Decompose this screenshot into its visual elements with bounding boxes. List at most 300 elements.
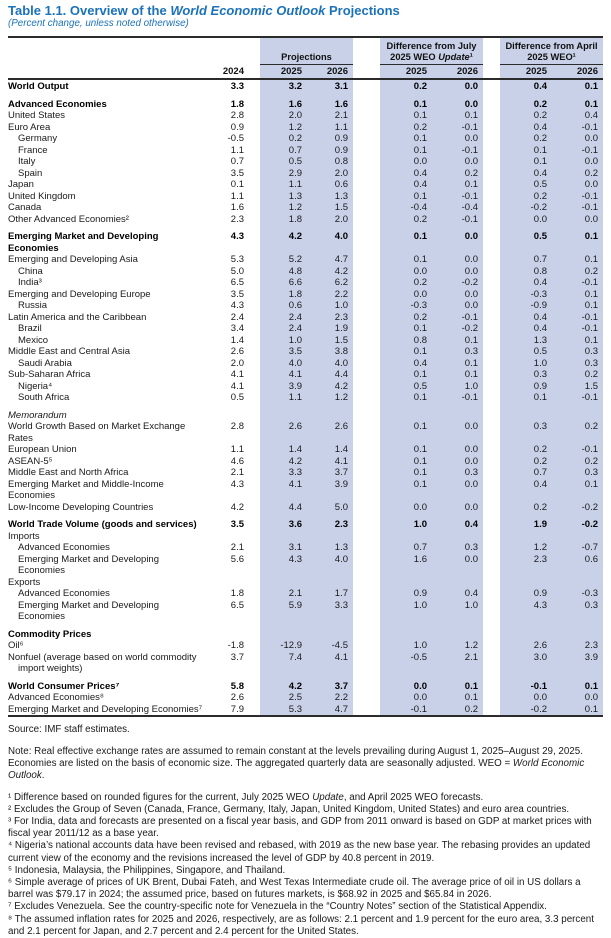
footnote-6: ⁶ Simple average of prices of UK Brent, Dubai Fateh, and West Texas Intermediate crude oil. The average price of oil in US dollars a barrel was $79.17 in 2024; the assumed price, based on futures markets, is $68.92 in 2025 and $65.84 in 2026. <box>8 877 581 901</box>
value-cell: 0.2 <box>464 703 478 715</box>
value-cell: 0.2 <box>413 277 427 288</box>
value-cell: 1.9 <box>334 323 348 334</box>
value-cell: 0.1 <box>584 98 598 110</box>
general-note <box>8 746 603 783</box>
value-cell: 1.4 <box>334 444 348 455</box>
title-prefix: Table 1.1. Overview of the <box>8 3 171 18</box>
value-cell: 4.0 <box>288 357 302 369</box>
value-cell: 0.2 <box>533 444 547 455</box>
value-cell: 0.1 <box>533 144 547 156</box>
table-row <box>8 300 603 312</box>
row-label: United Kingdom <box>8 190 76 202</box>
value-cell: 3.5 <box>288 346 302 357</box>
value-cell: 1.8 <box>288 288 302 300</box>
value-cell: 0.2 <box>584 167 598 179</box>
value-cell: 4.4 <box>288 501 302 513</box>
value-cell: 0.3 <box>584 346 598 357</box>
value-cell: 0.8 <box>413 334 427 346</box>
value-cell: 0.1 <box>230 179 244 190</box>
row-label: Italy <box>18 156 36 167</box>
value-cell: 5.6 <box>230 553 244 565</box>
table-row <box>8 479 603 502</box>
table-row <box>8 133 603 145</box>
value-cell: 0.2 <box>533 455 547 467</box>
value-cell: 0.0 <box>464 231 478 242</box>
value-cell: 0.3 <box>584 357 598 369</box>
row-label: Sub-Saharan Africa <box>8 369 91 380</box>
row-label: Advanced Economies <box>8 98 107 110</box>
table-row <box>8 81 603 93</box>
row-label: South Africa <box>18 392 70 403</box>
value-cell: -0.1 <box>461 213 478 225</box>
value-cell: 3.1 <box>288 542 302 553</box>
year-july-2026: 2026 <box>456 66 478 77</box>
value-cell: 4.0 <box>334 553 348 565</box>
value-cell: 1.0 <box>464 380 478 392</box>
year-proj-2025: 2025 <box>280 66 302 77</box>
value-cell: 0.0 <box>464 455 478 467</box>
header-group-row <box>8 38 603 65</box>
row-label: United States <box>8 110 66 121</box>
table-subtitle: (Percent change, unless noted otherwise) <box>8 18 189 29</box>
table-row <box>8 444 603 456</box>
value-cell: 5.0 <box>230 265 244 277</box>
value-cell: 4.3 <box>288 553 302 565</box>
value-cell: 6.5 <box>230 277 244 288</box>
value-cell: 0.4 <box>413 167 427 179</box>
row-label: Other Advanced Economies² <box>8 213 129 225</box>
value-cell: 1.4 <box>288 444 302 455</box>
value-cell: 0.1 <box>413 133 427 144</box>
row-label: China <box>18 265 43 277</box>
value-cell: 0.9 <box>533 588 547 599</box>
value-cell: 0.7 <box>288 144 302 156</box>
row-label: World Consumer Prices⁷ <box>8 680 120 692</box>
value-cell: -0.5 <box>227 133 244 144</box>
row-label: Exports <box>8 576 41 588</box>
value-cell: 0.0 <box>413 692 427 703</box>
value-cell: 4.1 <box>334 455 348 467</box>
row-label: Russia <box>18 300 48 311</box>
value-cell: 1.6 <box>288 98 302 110</box>
value-cell: 0.9 <box>334 133 348 144</box>
value-cell: 0.0 <box>413 288 427 300</box>
value-cell: 1.0 <box>464 599 478 611</box>
value-cell: 1.0 <box>334 300 348 311</box>
value-cell: 2.4 <box>230 311 244 323</box>
table-row <box>8 629 603 641</box>
row-label: Spain <box>18 167 43 179</box>
value-cell: 0.0 <box>584 179 598 190</box>
value-cell: 0.0 <box>413 156 427 167</box>
value-cell: 0.0 <box>584 213 598 225</box>
value-cell: 4.4 <box>334 369 348 380</box>
table-row <box>8 392 603 404</box>
row-label: Middle East and Central Asia <box>8 346 130 357</box>
value-cell: -0.2 <box>581 501 598 513</box>
value-cell: 3.6 <box>288 519 302 530</box>
value-cell: 1.2 <box>464 640 478 651</box>
value-cell: 0.2 <box>584 421 598 432</box>
value-cell: 1.2 <box>288 202 302 213</box>
value-cell: 0.4 <box>533 121 547 133</box>
footnote-1-pre: ¹ Difference based on rounded figures for the current, July 2025 WEO <box>8 791 313 803</box>
value-cell: 3.7 <box>334 467 348 478</box>
value-cell: 2.4 <box>288 323 302 334</box>
value-cell: 0.0 <box>413 680 427 692</box>
value-cell: 0.3 <box>533 421 547 432</box>
value-cell: 1.6 <box>334 98 348 110</box>
value-cell: 2.5 <box>288 692 302 703</box>
value-cell: 1.0 <box>533 357 547 369</box>
value-cell: 0.0 <box>584 133 598 144</box>
value-cell: 0.0 <box>584 692 598 703</box>
value-cell: 1.3 <box>533 334 547 346</box>
value-cell: 0.2 <box>413 121 427 133</box>
value-cell: -0.9 <box>530 300 547 311</box>
value-cell: 0.2 <box>584 265 598 277</box>
table-row <box>8 335 603 347</box>
value-cell: 2.4 <box>288 311 302 323</box>
table-row <box>8 681 603 693</box>
value-cell: 4.0 <box>334 357 348 369</box>
table-body <box>8 80 603 715</box>
value-cell: -4.5 <box>331 640 348 651</box>
value-cell: 1.8 <box>230 588 244 599</box>
value-cell: 0.1 <box>464 110 478 121</box>
value-cell: 5.0 <box>334 501 348 513</box>
value-cell: 7.9 <box>230 703 244 715</box>
value-cell: 0.3 <box>464 542 478 553</box>
value-cell: 2.6 <box>230 692 244 703</box>
row-label: Nonfuel (average based on world commodity import weights) <box>8 651 197 674</box>
table-row <box>8 202 603 214</box>
value-cell: 1.8 <box>230 98 244 110</box>
value-cell: 0.0 <box>464 133 478 144</box>
value-cell: 0.5 <box>533 346 547 357</box>
year-2024: 2024 <box>222 66 244 77</box>
table-row <box>8 191 603 203</box>
value-cell: 4.1 <box>288 369 302 380</box>
row-label: Advanced Economies⁸ <box>8 692 104 703</box>
value-cell: 0.4 <box>533 478 547 490</box>
value-cell: 0.5 <box>533 179 547 190</box>
value-cell: 0.1 <box>413 369 427 380</box>
footnote-7: ⁷ Excludes Venezuela. See the country-specific note for Venezuela in the “Country Notes” section of the Statistical Appendix. <box>8 901 547 913</box>
value-cell: 1.0 <box>413 599 427 611</box>
value-cell: 0.0 <box>464 501 478 513</box>
value-cell: 0.0 <box>413 501 427 513</box>
value-cell: 0.1 <box>533 392 547 403</box>
table-row <box>8 231 603 254</box>
value-cell: -12.9 <box>280 640 302 651</box>
value-cell: 3.5 <box>230 288 244 300</box>
value-cell: 7.4 <box>288 651 302 663</box>
table-row <box>8 289 603 301</box>
value-cell: -0.1 <box>581 190 598 202</box>
value-cell: 3.0 <box>533 651 547 663</box>
page-title <box>8 3 603 18</box>
value-cell: 1.4 <box>230 334 244 346</box>
value-cell: 4.3 <box>230 231 244 242</box>
table-row <box>8 145 603 157</box>
row-label: European Union <box>8 444 77 455</box>
value-cell: 0.0 <box>464 81 478 92</box>
table-row <box>8 421 603 444</box>
value-cell: 4.1 <box>334 651 348 663</box>
value-cell: 3.8 <box>334 346 348 357</box>
table-row <box>8 99 603 111</box>
row-label: World Trade Volume (goods and services) <box>8 519 197 530</box>
value-cell: 0.7 <box>230 156 244 167</box>
value-cell: 1.6 <box>230 202 244 213</box>
value-cell: 0.0 <box>464 444 478 455</box>
row-label: Low-Income Developing Countries <box>8 501 154 513</box>
value-cell: 0.1 <box>413 455 427 467</box>
value-cell: 0.4 <box>464 588 478 599</box>
value-cell: 1.1 <box>230 444 244 455</box>
value-cell: -0.1 <box>410 703 427 715</box>
value-cell: -0.1 <box>461 392 478 403</box>
value-cell: 4.2 <box>288 680 302 692</box>
title-suffix: Projections <box>325 3 400 18</box>
value-cell: 2.8 <box>230 110 244 121</box>
value-cell: 3.7 <box>334 680 348 692</box>
row-label: Emerging Market and Developing Economies <box>18 553 159 576</box>
value-cell: 0.0 <box>464 553 478 565</box>
value-cell: -0.1 <box>461 190 478 202</box>
header-april-diff <box>500 41 603 65</box>
value-cell: -0.4 <box>461 202 478 213</box>
table-row <box>8 554 603 577</box>
value-cell: 0.0 <box>584 156 598 167</box>
value-cell: 0.5 <box>288 156 302 167</box>
value-cell: 0.1 <box>464 179 478 190</box>
april-line1: Difference from April <box>505 41 598 51</box>
value-cell: 3.3 <box>288 467 302 478</box>
value-cell: 0.6 <box>288 300 302 311</box>
value-cell: 4.1 <box>230 380 244 392</box>
value-cell: -0.1 <box>581 311 598 323</box>
table-row <box>8 323 603 335</box>
row-label: Saudi Arabia <box>18 357 72 369</box>
footnote-1 <box>8 792 603 804</box>
value-cell: -0.1 <box>461 121 478 133</box>
value-cell: 3.9 <box>334 478 348 490</box>
value-cell: 2.3 <box>584 640 598 651</box>
value-cell: 0.1 <box>413 392 427 403</box>
table-row <box>8 531 603 543</box>
footnote-8: ⁸ The assumed inflation rates for 2025 and 2026, respectively, are as follows: 2.1 percent and 1.9 percent for the euro area, 3.3 percent and 2.1 percent for Japan, and 2.7 percent and 2.4 percent for the United States. <box>8 913 594 937</box>
row-label: Commodity Prices <box>8 628 92 640</box>
row-label: Imports <box>8 530 40 542</box>
year-april-2026: 2026 <box>576 66 598 77</box>
value-cell: 0.4 <box>584 110 598 121</box>
table-row <box>8 600 603 623</box>
value-cell: 0.1 <box>533 156 547 167</box>
value-cell: 1.2 <box>533 542 547 553</box>
value-cell: 3.5 <box>230 519 244 530</box>
header-july-diff <box>380 41 483 65</box>
value-cell: 2.6 <box>533 640 547 651</box>
row-label: Mexico <box>18 334 49 346</box>
value-cell: 0.7 <box>533 467 547 478</box>
value-cell: 5.3 <box>288 703 302 715</box>
table-row <box>8 214 603 226</box>
table-row <box>8 640 603 652</box>
table-row <box>8 502 603 514</box>
footnote-2: ² Excludes the Group of Seven (Canada, France, Germany, Italy, Japan, United Kingdom, United States) and euro area countries. <box>8 803 570 815</box>
row-label: Advanced Economies <box>18 542 110 553</box>
value-cell: 0.4 <box>533 277 547 288</box>
value-cell: 1.3 <box>334 542 348 553</box>
table-row <box>8 312 603 324</box>
value-cell: -0.4 <box>410 202 427 213</box>
value-cell: 1.5 <box>334 334 348 346</box>
value-cell: 0.3 <box>533 369 547 380</box>
value-cell: -0.1 <box>461 311 478 323</box>
value-cell: 6.5 <box>230 599 244 611</box>
value-cell: 3.1 <box>334 81 348 92</box>
value-cell: 0.1 <box>464 357 478 369</box>
value-cell: 2.6 <box>288 421 302 432</box>
footnotes <box>8 792 603 938</box>
title-italic: World Economic Outlook <box>170 3 326 18</box>
value-cell: 0.5 <box>413 380 427 392</box>
value-cell: 0.2 <box>533 133 547 144</box>
table-row <box>8 369 603 381</box>
table-row <box>8 254 603 266</box>
value-cell: 0.3 <box>464 467 478 478</box>
value-cell: -0.1 <box>581 144 598 156</box>
value-cell: 1.0 <box>288 334 302 346</box>
row-label: Middle East and North Africa <box>8 467 129 478</box>
value-cell: -0.2 <box>461 277 478 288</box>
value-cell: 0.1 <box>413 190 427 202</box>
row-label: Brazil <box>18 323 42 334</box>
value-cell: 1.1 <box>288 179 302 190</box>
value-cell: 0.1 <box>413 467 427 478</box>
value-cell: 0.9 <box>413 588 427 599</box>
row-label: Latin America and the Caribbean <box>8 311 147 323</box>
row-label: World Output <box>8 81 69 92</box>
value-cell: 0.2 <box>584 369 598 380</box>
value-cell: 4.2 <box>288 231 302 242</box>
value-cell: 0.1 <box>584 680 598 692</box>
table-row <box>8 266 603 278</box>
table-row <box>8 467 603 479</box>
row-label: France <box>18 144 48 156</box>
value-cell: 0.1 <box>584 288 598 300</box>
value-cell: 4.7 <box>334 254 348 265</box>
value-cell: 0.0 <box>464 98 478 110</box>
july-line2-pre: 2025 WEO <box>390 51 439 62</box>
value-cell: 0.5 <box>533 231 547 242</box>
table-row <box>8 456 603 468</box>
value-cell: 0.1 <box>413 323 427 334</box>
value-cell: 4.6 <box>230 455 244 467</box>
value-cell: 3.9 <box>288 380 302 392</box>
value-cell: 1.8 <box>288 213 302 225</box>
value-cell: 0.1 <box>584 478 598 490</box>
note-pre: Note: Real effective exchange rates are assumed to remain constant at the levels prevailing during August 1, 2025–August 29, 2025. Economies are listed on the basis of economic size. The aggregated quarterly data are seasonally adjusted. WEO = <box>8 746 583 770</box>
value-cell: 2.1 <box>288 588 302 599</box>
value-cell: 1.0 <box>413 640 427 651</box>
value-cell: 0.4 <box>413 179 427 190</box>
value-cell: 0.1 <box>584 81 598 92</box>
table-row <box>8 410 603 422</box>
value-cell: 1.7 <box>334 588 348 599</box>
value-cell: 0.4 <box>533 311 547 323</box>
row-label: Emerging Market and Developing Economies <box>8 231 159 254</box>
july-line2-italic: Update <box>438 51 470 62</box>
value-cell: 1.2 <box>288 121 302 133</box>
value-cell: -0.1 <box>581 323 598 334</box>
row-label: Emerging Market and Middle-Income Economies <box>8 478 164 501</box>
april-line2: 2025 WEO¹ <box>527 51 576 62</box>
value-cell: -0.2 <box>530 202 547 213</box>
value-cell: 2.3 <box>230 213 244 225</box>
source-note: Source: IMF staff estimates. <box>8 724 130 735</box>
value-cell: -0.3 <box>530 288 547 300</box>
value-cell: 0.7 <box>533 254 547 265</box>
value-cell: 4.8 <box>288 265 302 277</box>
value-cell: 0.6 <box>584 553 598 565</box>
value-cell: 0.3 <box>584 599 598 611</box>
value-cell: 0.1 <box>464 369 478 380</box>
row-label: Japan <box>8 179 34 190</box>
value-cell: 0.2 <box>533 110 547 121</box>
value-cell: 0.1 <box>584 334 598 346</box>
value-cell: 1.3 <box>288 190 302 202</box>
value-cell: 4.3 <box>230 300 244 311</box>
value-cell: 0.4 <box>533 323 547 334</box>
table-row <box>8 692 603 704</box>
value-cell: 0.1 <box>413 478 427 490</box>
header-projections: Projections <box>260 52 353 66</box>
value-cell: 2.9 <box>288 167 302 179</box>
value-cell: -0.1 <box>581 121 598 133</box>
table-row <box>8 277 603 289</box>
row-label: Emerging Market and Developing Economies⁷ <box>8 703 203 715</box>
row-label: India³ <box>18 277 42 288</box>
table-row <box>8 704 603 716</box>
value-cell: 2.1 <box>464 651 478 663</box>
value-cell: 5.3 <box>230 254 244 265</box>
value-cell: 0.1 <box>413 110 427 121</box>
value-cell: 2.6 <box>230 346 244 357</box>
value-cell: 1.1 <box>230 144 244 156</box>
row-label: Oil⁶ <box>8 640 24 651</box>
value-cell: -0.2 <box>461 323 478 334</box>
value-cell: 4.3 <box>533 599 547 611</box>
value-cell: 4.7 <box>334 703 348 715</box>
value-cell: 0.2 <box>533 501 547 513</box>
value-cell: 6.6 <box>288 277 302 288</box>
value-cell: 1.5 <box>334 202 348 213</box>
value-cell: 2.3 <box>334 519 348 530</box>
value-cell: 1.2 <box>334 392 348 403</box>
value-cell: 0.0 <box>413 265 427 277</box>
footnote-5: ⁵ Indonesia, Malaysia, the Philippines, Singapore, and Thailand. <box>8 864 286 876</box>
value-cell: 0.0 <box>533 213 547 225</box>
value-cell: 0.0 <box>464 254 478 265</box>
value-cell: -1.8 <box>227 640 244 651</box>
value-cell: 0.2 <box>413 213 427 225</box>
year-april-2025: 2025 <box>525 66 547 77</box>
value-cell: -0.1 <box>530 680 547 692</box>
value-cell: 4.2 <box>288 455 302 467</box>
